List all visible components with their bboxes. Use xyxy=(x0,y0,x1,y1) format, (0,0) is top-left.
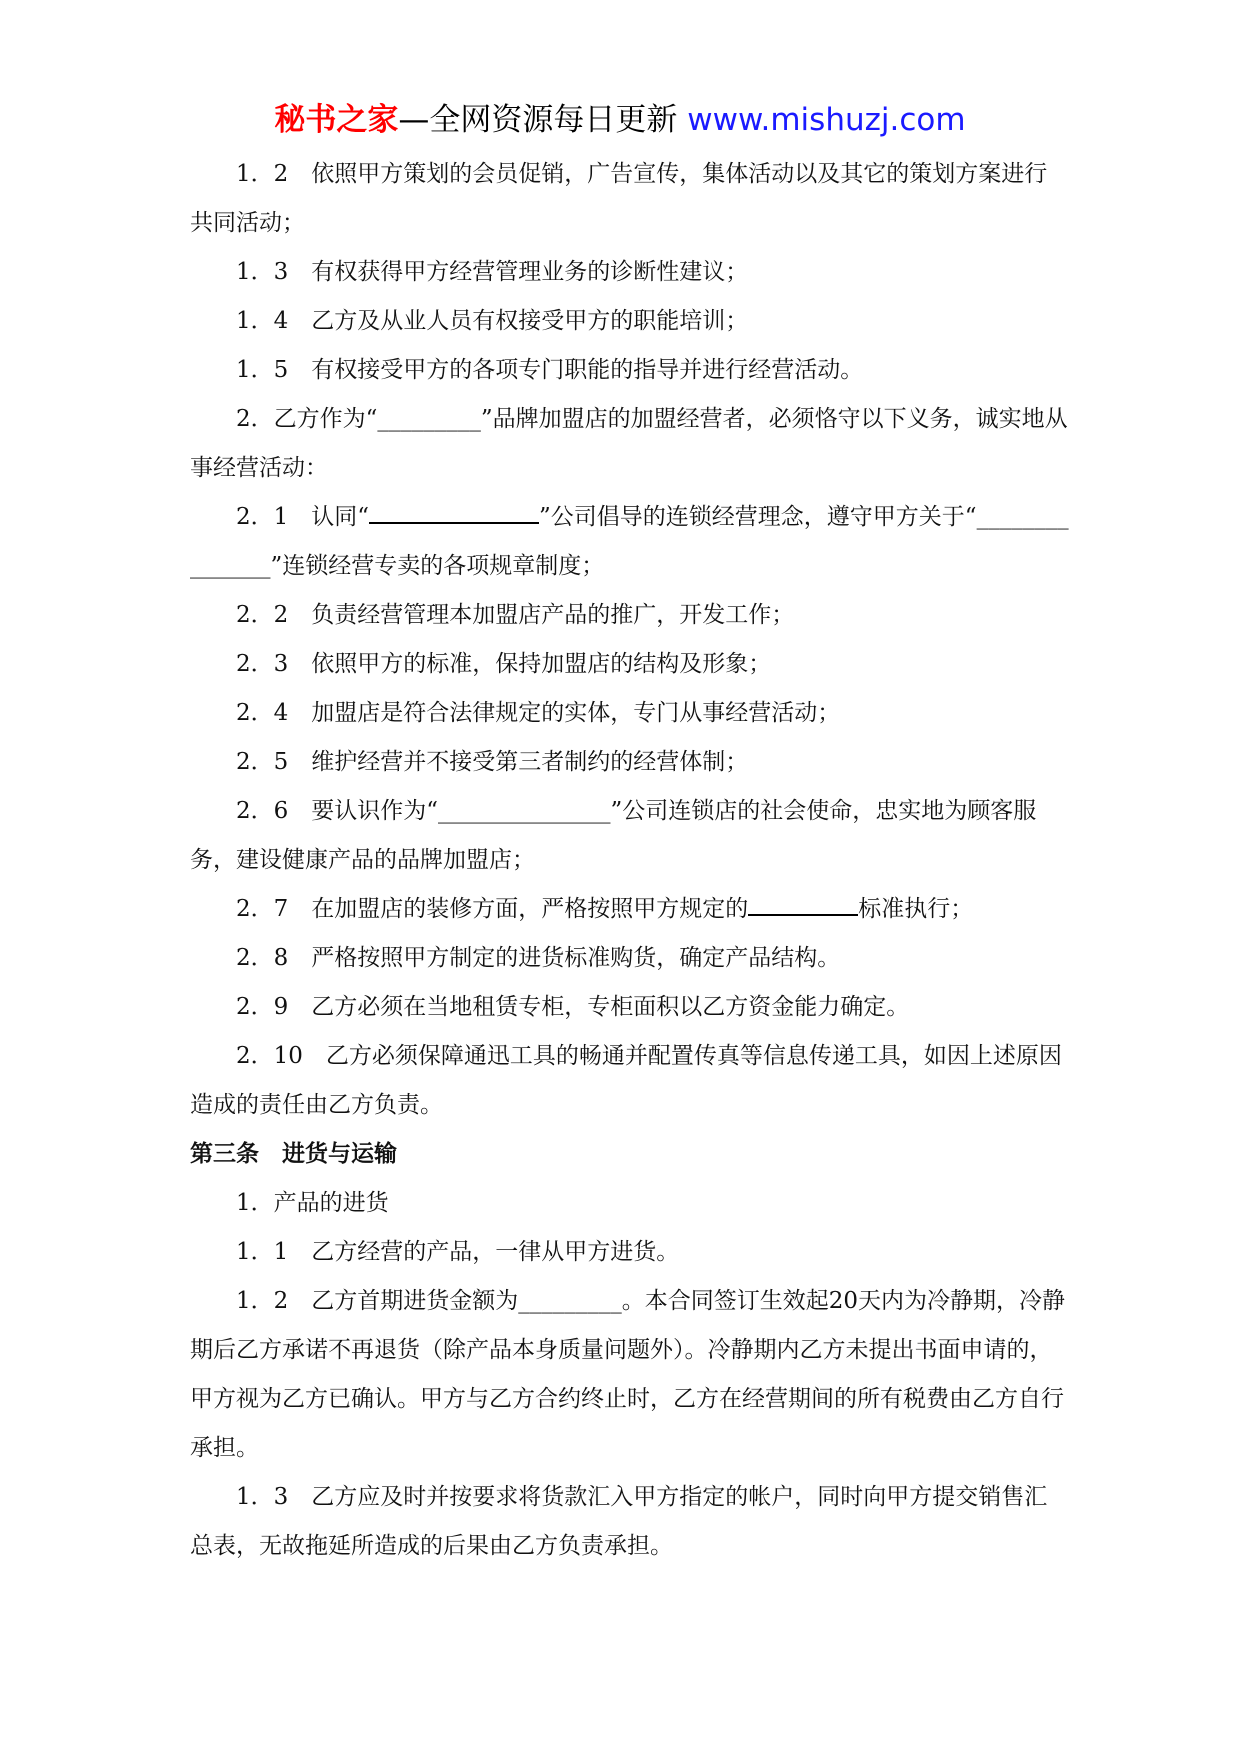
site-header xyxy=(0,100,1240,140)
clause-text-post: ”公司倡导的连锁经营理念，遵守甲方关于“_______________”连锁经营专卖的各项规章制度； xyxy=(190,504,1069,579)
clause-1-4 xyxy=(190,297,1070,346)
clause-2-9 xyxy=(190,983,1070,1032)
clause-number: 1．4 xyxy=(236,308,289,334)
clause-number: 2．5 xyxy=(236,749,289,775)
section-heading: 第三条 进货与运输 xyxy=(190,1141,397,1167)
clause-number: 1．3 xyxy=(236,1484,289,1510)
header-tagline: —全网资源每日更新 xyxy=(398,102,678,138)
clause-number: 2．2 xyxy=(236,602,289,628)
clause-number: 1．5 xyxy=(236,357,289,383)
clause-text: 依照甲方的标准，保持加盟店的结构及形象； xyxy=(311,651,772,677)
clause-number: 2．4 xyxy=(236,700,289,726)
site-url[interactable]: www.mishuzj.com xyxy=(687,102,966,138)
clause-1-2 xyxy=(190,150,1070,248)
clause-text: 加盟店是符合法律规定的实体，专门从事经营活动； xyxy=(311,700,841,726)
clause-2-2 xyxy=(190,591,1070,640)
clause-text: 有权获得甲方经营管理业务的诊断性建议； xyxy=(311,259,749,285)
clause-number: 2．10 xyxy=(236,1043,303,1069)
clause-number: 1．2 xyxy=(236,1288,289,1314)
clause-number: 2．7 xyxy=(236,896,289,922)
clause-number: 2．6 xyxy=(236,798,289,824)
clause-1-3 xyxy=(190,248,1070,297)
clause-2 xyxy=(190,395,1070,493)
clause-text: 维护经营并不接受第三者制约的经营体制； xyxy=(311,749,749,775)
clause-number: 2．9 xyxy=(236,994,289,1020)
clause-text: 乙方首期进货金额为_________。本合同签订生效起20天内为冷静期，冷静期后乙方承诺不再退货（除产品本身质量问题外）。冷静期内乙方未提出书面申请的，甲方视为乙方已确认。甲方与乙方合约终止时，乙方在经营期间的所有税费由乙方自行承担。 xyxy=(190,1288,1066,1461)
clause-text: 乙方经营的产品，一律从甲方进货。 xyxy=(311,1239,680,1265)
underline-blank xyxy=(369,500,539,524)
section-clause-1-2 xyxy=(190,1277,1070,1473)
clause-number: 1．1 xyxy=(236,1239,289,1265)
clause-text-pre: 认同“ xyxy=(311,504,370,530)
clause-text: 乙方及从业人员有权接受甲方的职能培训； xyxy=(311,308,749,334)
clause-2-8 xyxy=(190,934,1070,983)
clause-2-6 xyxy=(190,787,1070,885)
clause-text-pre: 在加盟店的装修方面，严格按照甲方规定的 xyxy=(311,896,749,922)
clause-number: 2．1 xyxy=(236,504,289,530)
clause-2-4 xyxy=(190,689,1070,738)
clause-text: 依照甲方策划的会员促销，广告宣传，集体活动以及其它的策划方案进行共同活动； xyxy=(190,161,1048,236)
section-clause-1-1 xyxy=(190,1228,1070,1277)
clause-number: 1． xyxy=(236,1190,274,1216)
clause-text: 负责经营管理本加盟店产品的推广，开发工作； xyxy=(311,602,795,628)
clause-text: 有权接受甲方的各项专门职能的指导并进行经营活动。 xyxy=(311,357,864,383)
clause-number: 1．3 xyxy=(236,259,289,285)
clause-number: 2． xyxy=(236,406,274,432)
section-clause-1-3 xyxy=(190,1473,1070,1571)
clause-number: 2．3 xyxy=(236,651,289,677)
clause-text: 要认识作为“_______________”公司连锁店的社会使命，忠实地为顾客服务，建设健康产品的品牌加盟店； xyxy=(190,798,1037,873)
clause-text: 乙方必须在当地租赁专柜，专柜面积以乙方资金能力确定。 xyxy=(311,994,910,1020)
clause-text: 严格按照甲方制定的进货标准购货，确定产品结构。 xyxy=(311,945,841,971)
clause-text-pre: 乙方作为“ xyxy=(273,406,378,432)
blank-field: _________ xyxy=(377,406,481,432)
clause-text: 乙方应及时并按要求将货款汇入甲方指定的帐户，同时向甲方提交销售汇总表，无故拖延所造成的后果由乙方负责承担。 xyxy=(190,1484,1048,1559)
clause-2-5 xyxy=(190,738,1070,787)
clause-2-3 xyxy=(190,640,1070,689)
clause-text-post: 标准执行； xyxy=(858,896,974,922)
clause-2-10 xyxy=(190,1032,1070,1130)
clause-text: 乙方必须保障通迅工具的畅通并配置传真等信息传递工具，如因上述原因造成的责任由乙方负责。 xyxy=(190,1043,1062,1118)
clause-text: 产品的进货 xyxy=(273,1190,389,1216)
clause-2-7 xyxy=(190,885,1070,934)
clause-1-5 xyxy=(190,346,1070,395)
clause-text-post: ”品牌加盟店的加盟经营者，必须恪守以下义务，诚实地从事经营活动： xyxy=(190,406,1068,481)
document-body xyxy=(190,150,1070,1571)
section-clause-1 xyxy=(190,1179,1070,1228)
underline-blank xyxy=(748,892,858,916)
clause-number: 1．2 xyxy=(236,161,289,187)
clause-2-1 xyxy=(190,493,1070,591)
clause-number: 2．8 xyxy=(236,945,289,971)
brand-name: 秘书之家 xyxy=(274,102,399,138)
